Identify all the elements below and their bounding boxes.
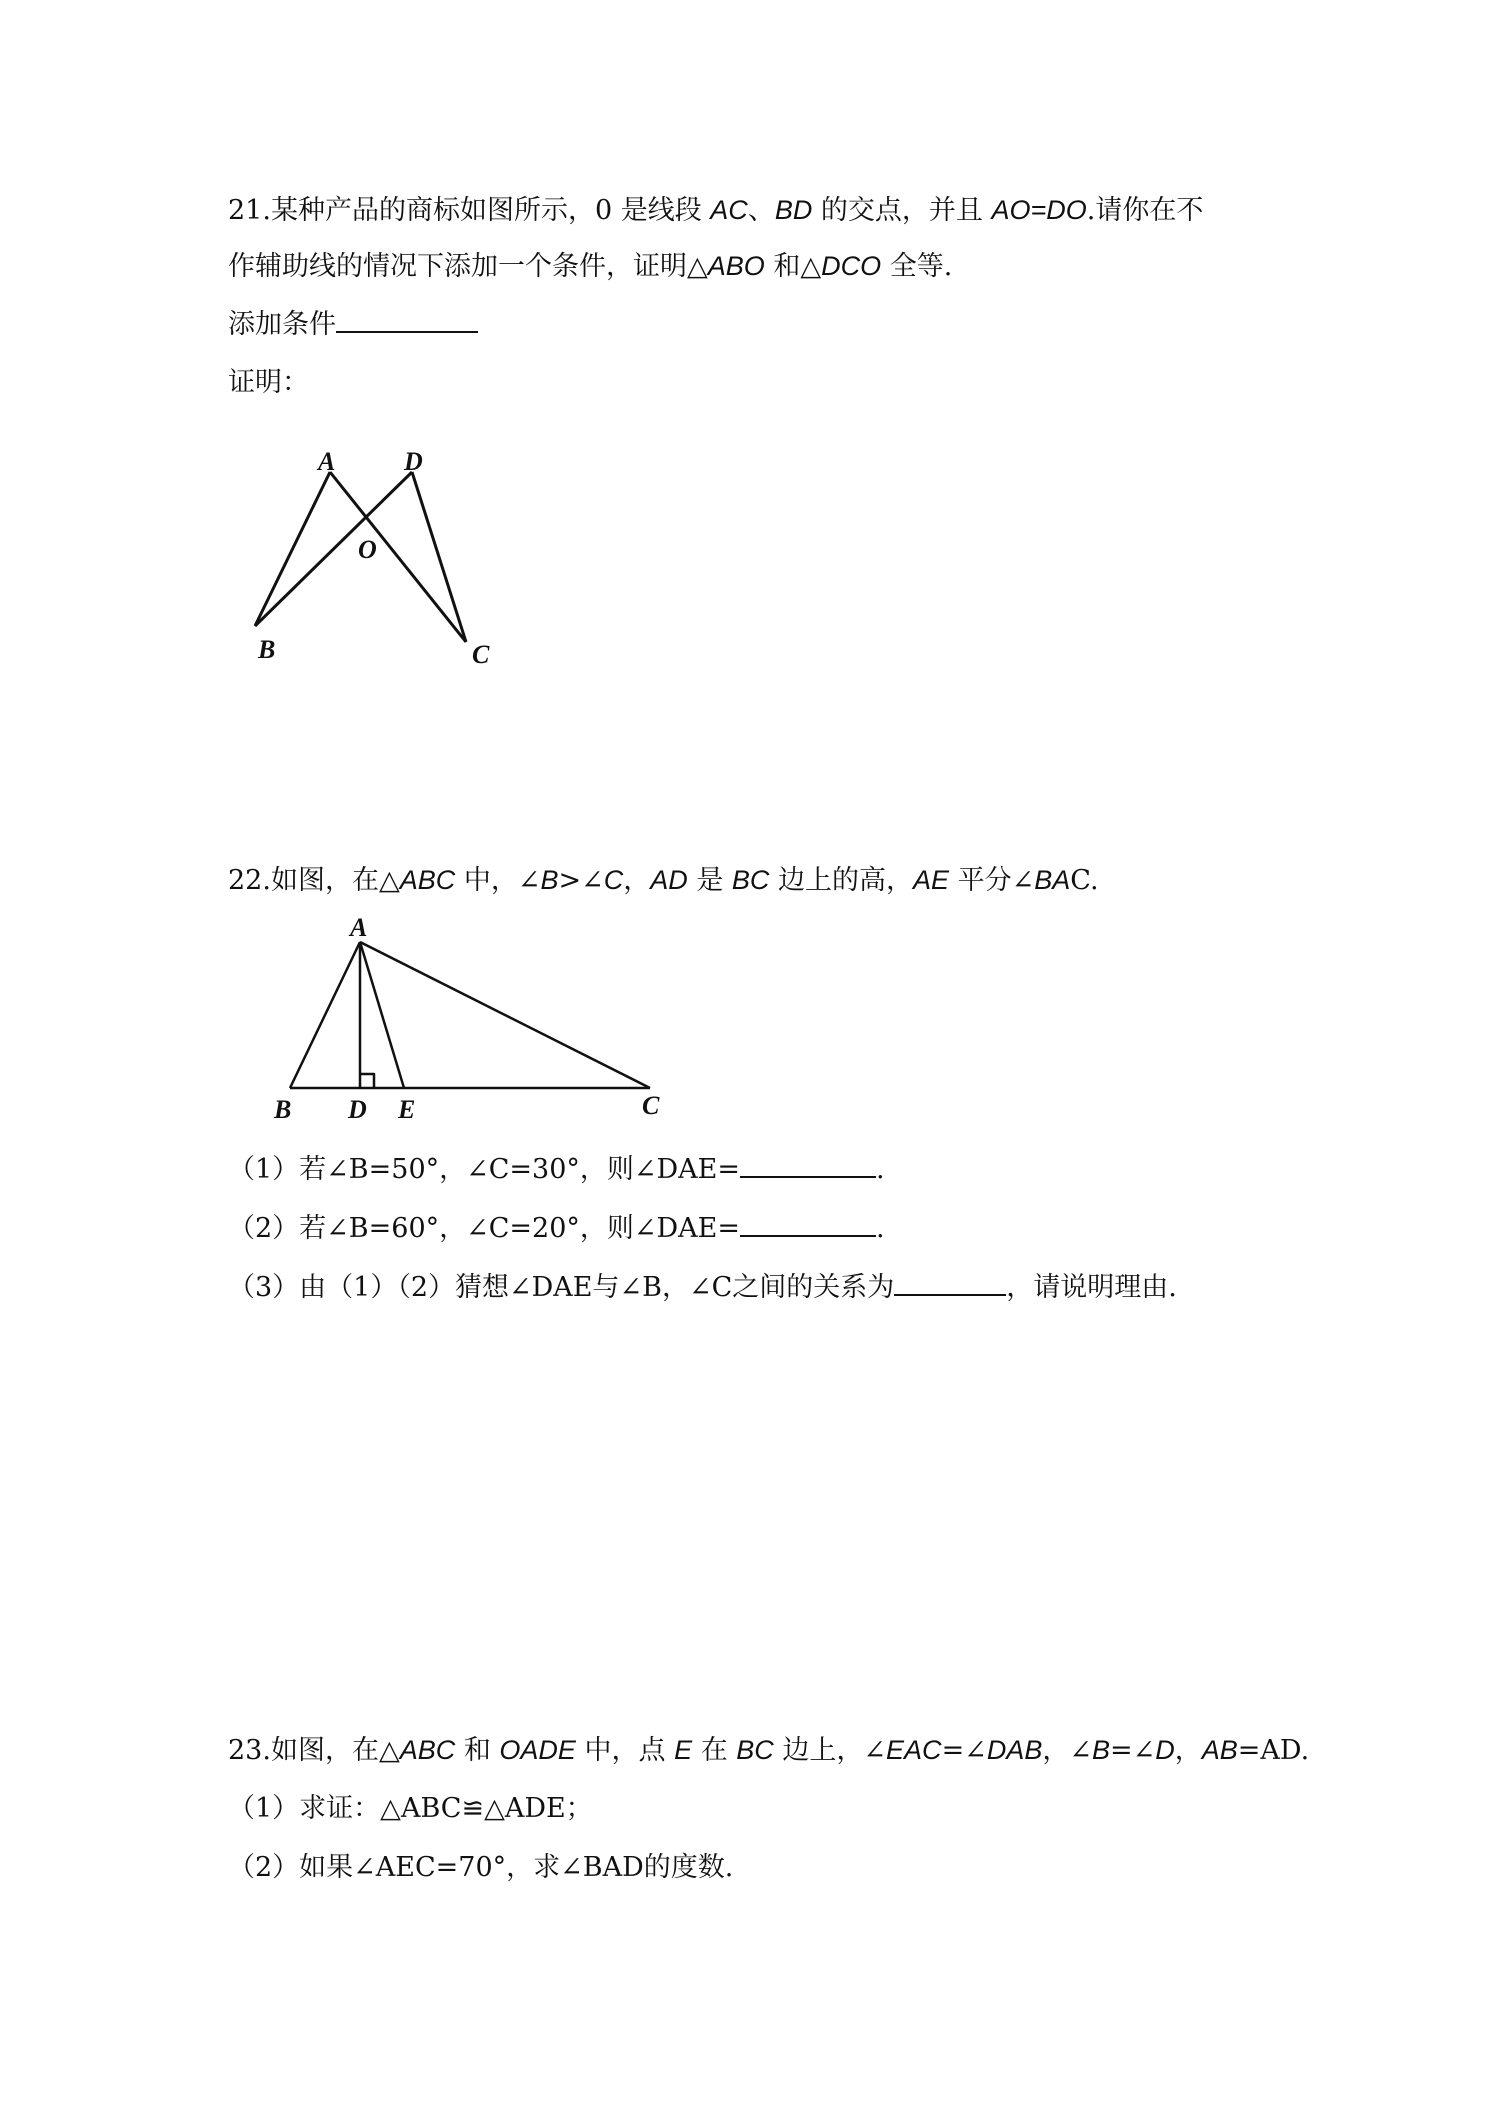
q21-edge-ca [330,472,466,642]
q22-b: B [540,865,559,895]
q23-oade: OADE [499,1735,576,1765]
q22-s-e: 是 [687,865,732,896]
q22-part2-period: . [876,1213,885,1244]
q23-bc: BC [736,1735,774,1765]
q23-s-i: ， [1174,1735,1202,1766]
q21-text-a: 21.某种产品的商标如图所示，0 是线段 [228,195,711,226]
q21-line-1 [228,190,1203,231]
q22-s-c: >∠ [558,865,604,896]
q23-part2: （2）如果∠AEC=70°，求∠BAD的度数. [228,1852,734,1883]
q21-tri-dco: DCO [821,251,882,281]
q22-bc: BC [731,865,770,895]
q22-part3-text: （3）由（1）（2）猜想∠DAE与∠B，∠C之间的关系为 [228,1272,895,1303]
q21-l2-c: 全等. [881,251,953,282]
q21-label-o: O [358,535,377,564]
q23-s-f: =∠ [941,1735,987,1766]
q21-edge-bd [255,472,412,626]
q22-s-g: 平分∠ [949,865,1035,896]
q21-edge-ab [255,472,330,626]
q22-s-a: 22.如图，在△ [228,865,400,896]
q22-part3-blank[interactable] [894,1268,1006,1296]
q21-edge-dc [412,472,466,642]
q23-s-b: 和 [455,1735,500,1766]
q22-label-e: E [398,1095,416,1124]
q23-stem [228,1730,1309,1771]
q22-part1-period: . [876,1154,885,1185]
q22-part3 [228,1268,1177,1308]
q21-label-b: B [258,635,276,664]
q22-label-a: A [350,913,368,942]
q21-answer-blank[interactable] [336,305,478,333]
q21-l2-b: 和△ [764,251,822,282]
q23-part1: （1）求证：△ABC≌△ADE； [228,1793,593,1824]
q21-text-b: 、 [747,195,775,226]
q22-s-h: C. [1070,865,1099,896]
q22-ba: BA [1034,865,1071,895]
q21-seg-ac: AC [710,195,748,225]
q21-figure [240,448,520,678]
q22-edge-ab [290,942,360,1088]
q22-part3-tail: ，请说明理由. [1006,1272,1177,1303]
q22-tri: ABC [399,865,456,895]
q23-s-h: =∠ [1109,1735,1156,1766]
q22-part2-blank[interactable] [740,1209,876,1237]
q23-s-c: 中，点 [575,1735,675,1766]
q22-s-f: 边上的高， [769,865,914,896]
q21-add-condition-label: 添加条件 [228,309,336,340]
q21-seg-bd: BD [774,195,813,225]
q23-e: E [674,1735,693,1765]
q22-s-d: ， [623,865,651,896]
q23-eac: EAC [886,1735,942,1765]
q22-part1 [228,1150,885,1190]
q22-part1-blank[interactable] [740,1150,876,1178]
q23-d: D [1155,1735,1175,1765]
q22-label-b: B [274,1095,292,1124]
q23-s-g: ，∠ [1042,1735,1092,1766]
q22-bisector-ae [360,942,404,1088]
q23-s-e: 边上，∠ [773,1735,887,1766]
q22-stem [228,860,1099,901]
q21-text-d: .请你在不 [1086,195,1204,226]
q22-right-angle-mark [360,1074,374,1088]
q22-edge-ca [360,942,650,1088]
q21-label-c: C [472,640,490,669]
q21-label-d: D [404,447,423,476]
q21-tri-abo: ABO [707,251,765,281]
q22-label-c: C [642,1091,660,1120]
q22-part1-text: （1）若∠B=50°，∠C=30°，则∠DAE= [228,1154,740,1185]
q21-eq: AO=DO [991,195,1087,225]
q21-line-2 [228,246,952,287]
q22-s-b: 中，∠ [455,865,541,896]
q23-b: B [1091,1735,1110,1765]
q22-c: C [603,865,624,895]
q23-abc: ABC [399,1735,456,1765]
q22-ae: AE [913,865,950,895]
q21-l2-a: 作辅助线的情况下添加一个条件，证明△ [228,251,708,282]
q23-s-d: 在 [692,1735,737,1766]
q23-ab: AB [1201,1735,1238,1765]
q22-part2 [228,1209,885,1249]
q23-s-a: 23.如图，在△ [228,1735,400,1766]
q21-label-a: A [318,447,336,476]
q21-proof-label: 证明： [228,367,309,398]
q23-dab: DAB [986,1735,1043,1765]
q22-part2-text: （2）若∠B=60°，∠C=20°，则∠DAE= [228,1213,740,1244]
q22-ad: AD [650,865,688,895]
q21-text-c: 的交点，并且 [812,195,992,226]
q22-figure [270,912,670,1122]
q22-label-d: D [348,1095,367,1124]
q21-add-condition [228,305,478,345]
q23-s-j: =AD. [1237,1735,1310,1766]
